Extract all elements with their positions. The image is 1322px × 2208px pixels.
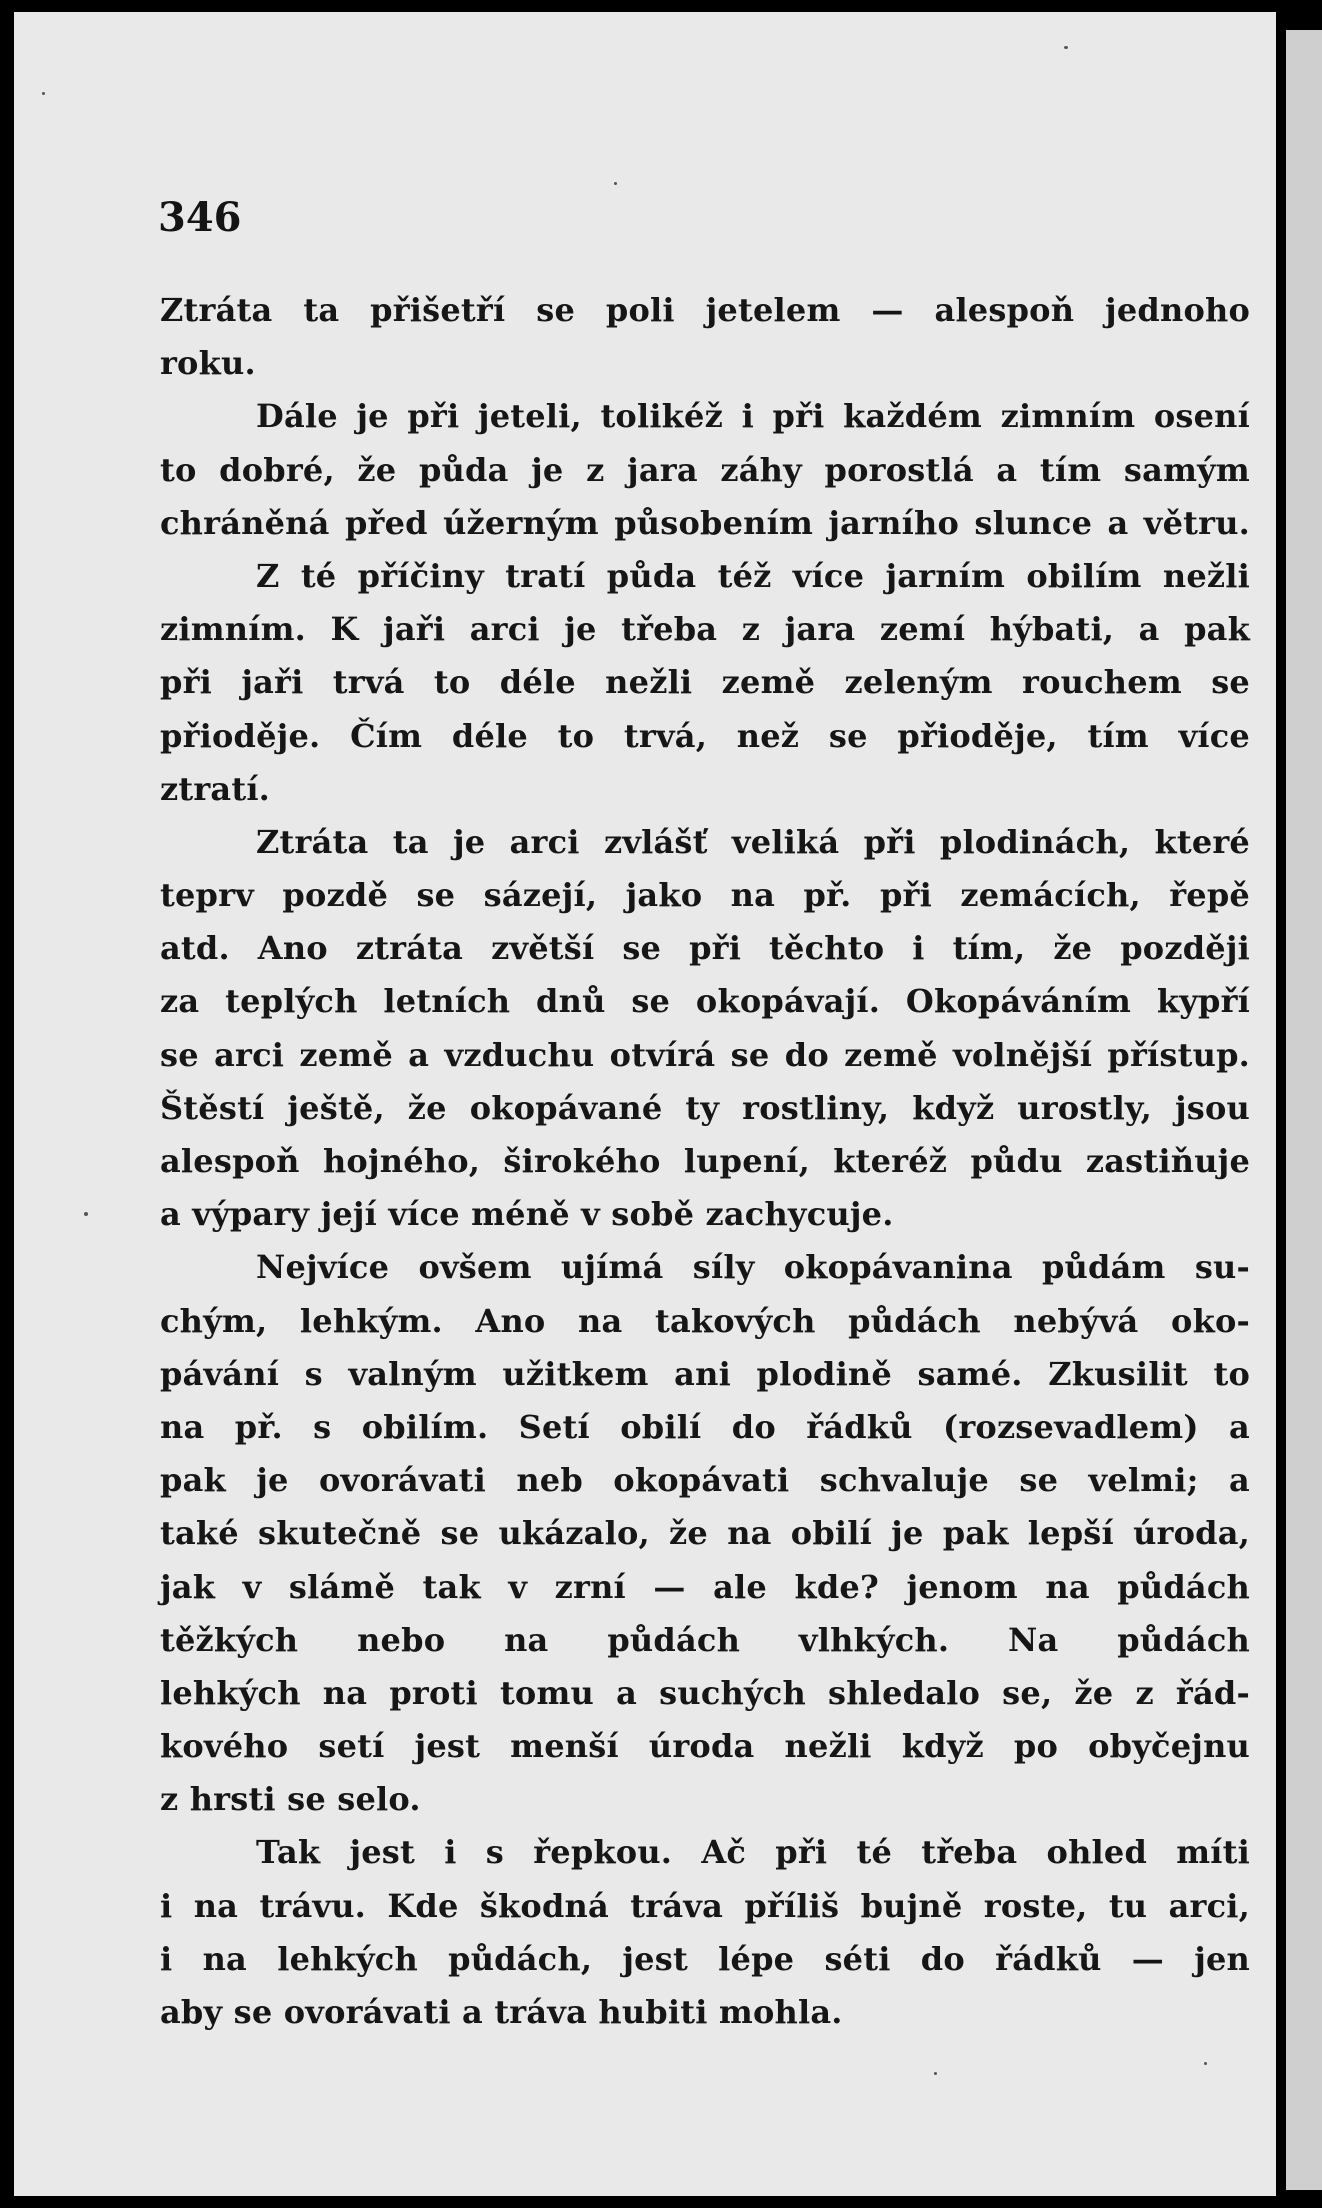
page-number: 346: [158, 194, 242, 241]
text-line: na př. s obilím. Setí obilí do řádků (rozsevadlem) a: [160, 1407, 1250, 1446]
text-line: alespoň hojného, širokého lupení, kteréž půdu zastiňuje: [160, 1142, 1250, 1180]
text-line: Štěstí ještě, že okopávané ty rostliny, když urostly, jsou: [160, 1088, 1250, 1127]
text-line: pak je ovorávati neb okopávati schvaluje se velmi; a: [160, 1461, 1250, 1500]
text-line: z hrsti se selo.: [160, 1780, 421, 1819]
text-line: chým, lehkým. Ano na takových půdách nebývá oko-: [160, 1301, 1250, 1340]
text-line: Z té příčiny tratí půda též více jarním obilím nežli: [256, 556, 1250, 595]
text-line: i na lehkých půdách, jest lépe séti do řádků — jen: [160, 1939, 1250, 1978]
text-line: zimním. K jaři arci je třeba z jara zemí hýbati, a pak: [160, 610, 1250, 649]
text-line: Ztráta ta přišetří se poli jetelem — alespoň jednoho: [160, 291, 1250, 329]
text-line: přioděje. Čím déle to trvá, než se přioděje, tím více: [160, 716, 1250, 755]
adjacent-page-edge: [1286, 30, 1322, 2190]
text-line: atd. Ano ztráta zvětší se při těchto i tím, že později: [160, 929, 1250, 968]
text-line: ztratí.: [160, 769, 271, 808]
text-line: pávání s valným užitkem ani plodině samé. Zkusilit to: [160, 1354, 1250, 1393]
body-text: [160, 284, 1250, 2039]
text-line: za teplých letních dnů se okopávají. Okopáváním kypří: [160, 982, 1250, 1021]
print-speck: [84, 1212, 88, 1216]
text-line: teprv pozdě se sázejí, jako na př. při zemácích, řepě: [160, 876, 1250, 915]
text-line: se arci země a vzduchu otvírá se do země volnější přístup.: [160, 1035, 1250, 1074]
text-line: aby se ovorávati a tráva hubiti mohla.: [160, 1993, 843, 2031]
text-line: chráněná před úžerným působením jarního slunce a větru.: [160, 503, 1250, 542]
text-line: Ztráta ta je arci zvlášť veliká při plodinách, které: [256, 822, 1250, 861]
book-page: [14, 12, 1276, 2196]
text-line: i na trávu. Kde škodná tráva příliš bujně roste, tu arci,: [160, 1886, 1250, 1925]
text-line: Dále je při jeteli, tolikéž i při každém zimním osení: [256, 397, 1250, 436]
text-line: a výpary její více méně v sobě zachycuje.: [160, 1195, 894, 1234]
text-line: také skutečně se ukázalo, že na obilí je pak lepší úroda,: [160, 1514, 1250, 1553]
print-speck: [934, 2072, 937, 2075]
text-line: Tak jest i s řepkou. Ač při té třeba ohled míti: [256, 1833, 1250, 1872]
print-speck: [614, 182, 617, 185]
text-line: kového setí jest menší úroda nežli když po obyčejnu: [160, 1727, 1250, 1766]
print-speck: [1204, 2062, 1207, 2065]
text-line: těžkých nebo na půdách vlhkých. Na půdách: [160, 1620, 1250, 1659]
text-line: lehkých na proti tomu a suchých shledalo se, že z řád-: [160, 1673, 1250, 1712]
print-speck: [42, 92, 45, 95]
print-speck: [1064, 46, 1068, 49]
text-line: jak v slámě tak v zrní — ale kde? jenom na půdách: [160, 1567, 1250, 1606]
text-line: při jaři trvá to déle nežli země zeleným rouchem se: [160, 663, 1250, 702]
text-line: roku.: [160, 344, 256, 383]
text-line: Nejvíce ovšem ujímá síly okopávanina půdám su-: [256, 1248, 1250, 1287]
text-line: to dobré, že půda je z jara záhy porostlá a tím samým: [160, 450, 1250, 489]
